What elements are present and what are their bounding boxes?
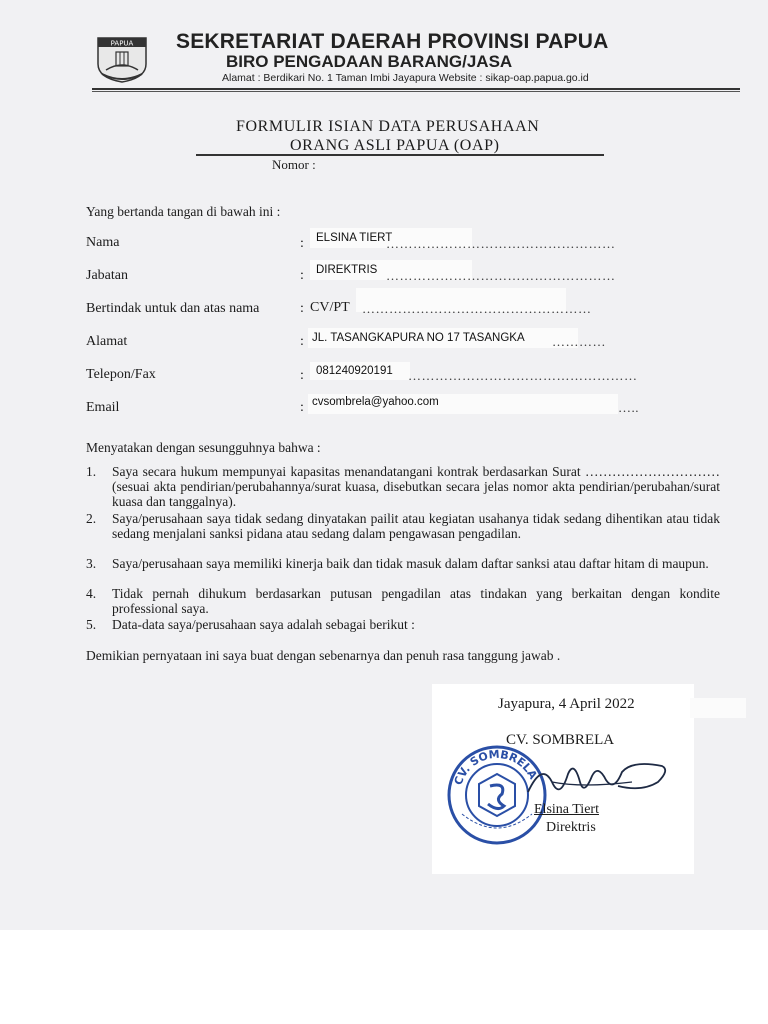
signatory-name: Elsina Tiert: [534, 802, 599, 817]
field-value: cvsombrela@yahoo.com: [312, 396, 439, 408]
field-label: Nama: [86, 235, 120, 250]
field-colon: :: [300, 400, 304, 415]
title-underline: [196, 154, 604, 156]
field-dots: …..: [618, 400, 639, 415]
field-label: Email: [86, 400, 120, 415]
field-label: Jabatan: [86, 268, 128, 283]
bureau-title: BIRO PENGADAAN BARANG/JASA: [226, 52, 513, 71]
list-item-number: 1.: [86, 464, 97, 479]
field-dots: ……………………………………………: [408, 368, 638, 383]
papua-emblem-icon: [92, 34, 152, 84]
header-divider: [92, 88, 740, 90]
field-value: ELSINA TIERT: [316, 232, 393, 244]
list-item-number: 5.: [86, 617, 97, 632]
field-colon: :: [300, 301, 304, 316]
field-value: CV/PT: [310, 300, 350, 315]
list-item-text: Saya secara hukum mempunyai kapasitas menandatangani kontrak berdasarkan Surat ………………………… (sesuai akta pendirian/perubahannya/surat kuasa, disebutkan secara jelas nomor akta pendirian/perubahan/surat kuasa dan tanggalnya).: [112, 464, 720, 509]
list-item-text: Data-data saya/perusahaan saya adalah sebagai berikut :: [112, 617, 415, 632]
nomor-label: Nomor :: [272, 157, 316, 172]
handwritten-signature-icon: [522, 752, 672, 808]
list-item-number: 4.: [86, 586, 97, 601]
field-label: Alamat: [86, 334, 128, 349]
closing-text: Demikian pernyataan ini saya buat dengan sebenarnya dan penuh rasa tanggung jawab .: [86, 648, 561, 663]
statement-intro: Menyatakan dengan sesungguhnya bahwa :: [86, 440, 321, 455]
field-dots: ……………………………………………: [362, 301, 592, 316]
form-title-line2: ORANG ASLI PAPUA (OAP): [290, 137, 500, 154]
list-item-text: Tidak pernah dihukum berdasarkan putusan pengadilan atas tindakan yang berkaitan dengan kondite professional saya.: [112, 586, 720, 616]
list-item-text: Saya/perusahaan saya memiliki kinerja baik dan tidak masuk dalam daftar sanksi atau daftar hitam di maupun.: [112, 556, 709, 571]
header-divider-thin: [92, 91, 740, 92]
field-colon: :: [300, 334, 304, 349]
place-date: Jayapura, 4 April 2022: [498, 696, 635, 712]
intro-text: Yang bertanda tangan di bawah ini :: [86, 204, 281, 219]
svg-text:CV. SOMBRELA: CV. SOMBRELA: [451, 747, 540, 787]
field-colon: :: [300, 368, 304, 383]
svg-text:PAPUA: PAPUA: [110, 39, 134, 48]
list-item-number: 2.: [86, 511, 97, 526]
list-item-text: Saya/perusahaan saya tidak sedang dinyatakan pailit atau kegiatan usahanya tidak sedang dihentikan atau tidak sedang menjalani sanksi pidana atau sedang dalam pengawasan pengadilan.: [112, 511, 720, 541]
institution-title: SEKRETARIAT DAERAH PROVINSI PAPUA: [176, 30, 609, 53]
field-value: DIREKTRIS: [316, 264, 378, 276]
field-dots: ……………………………………………: [386, 236, 616, 251]
field-dots: ……………………………………………: [386, 268, 616, 283]
field-label: Bertindak untuk dan atas nama: [86, 301, 260, 316]
field-value: 081240920191: [316, 365, 393, 377]
signatory-position: Direktris: [546, 820, 596, 835]
field-label: Telepon/Fax: [86, 367, 156, 382]
header-address: Alamat : Berdikari No. 1 Taman Imbi Jayapura Website : sikap-oap.papua.go.id: [222, 72, 589, 84]
redaction-patch: [690, 698, 746, 718]
field-dots: …………: [552, 334, 606, 349]
field-colon: :: [300, 236, 304, 251]
list-item-number: 3.: [86, 556, 97, 571]
form-title-line1: FORMULIR ISIAN DATA PERUSAHAAN: [236, 118, 540, 135]
field-colon: :: [300, 268, 304, 283]
field-value: JL. TASANGKAPURA NO 17 TASANGKA: [312, 332, 525, 344]
signatory-company: CV. SOMBRELA: [506, 732, 615, 748]
